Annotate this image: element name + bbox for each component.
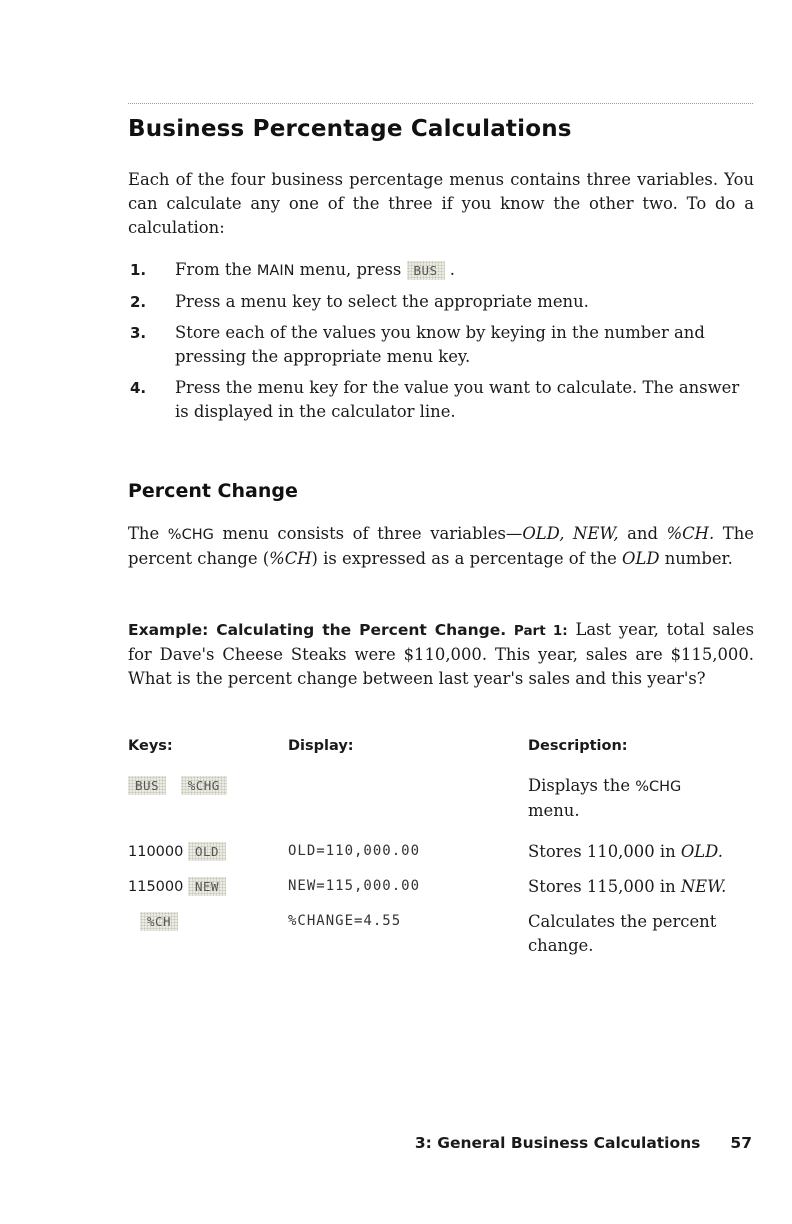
description-column-header: Description: xyxy=(528,738,628,754)
step-2: 2. Press a menu key to select the appropriate menu. xyxy=(128,290,754,314)
keys-cell xyxy=(128,842,226,861)
description-cell: Calculates the percent change. xyxy=(528,912,717,955)
menu-name: MAIN xyxy=(256,263,295,279)
display-readout: NEW=115,000.00 xyxy=(288,878,421,894)
display-readout: OLD=110,000.00 xyxy=(288,843,421,859)
step-3: 3. Store each of the values you know by keying in the number and pressing the appropriate menu key. xyxy=(130,323,705,366)
chapter-title: 3: General Business Calculations xyxy=(414,1134,701,1152)
keys-column-header: Keys: xyxy=(128,738,173,754)
description-cell: Stores 110,000 in OLD. xyxy=(528,842,723,861)
bus-key[interactable]: BUS xyxy=(407,261,445,280)
page-number: 57 xyxy=(730,1134,752,1152)
number-entry: 115000 xyxy=(128,879,184,895)
subsection-title: Percent Change xyxy=(128,480,298,502)
menu-name: %CHG xyxy=(167,527,214,543)
keys-cell xyxy=(128,877,226,896)
description-cell: Displays the %CHG menu. xyxy=(528,776,682,820)
step-number: 1. xyxy=(130,261,147,279)
number-entry: 110000 xyxy=(128,844,184,860)
intro-paragraph: Each of the four business percentage menus contains three variables. You can calculate any one of the three if you know the other two. To do a calculation: xyxy=(128,170,754,237)
keys-cell xyxy=(128,776,227,795)
step-4: 4. Press the menu key for the value you want to calculate. The answer is displayed in the calculator line. xyxy=(130,378,740,421)
page-footer xyxy=(415,1134,752,1152)
percent-change-paragraph: The %CHG menu consists of three variables—OLD, NEW, and %CH. The percent change (%CH) is expressed as a percentage of the OLD number. xyxy=(128,524,754,568)
step-number: 3. xyxy=(130,324,147,342)
step-number: 2. xyxy=(130,293,147,311)
section-title: Business Percentage Calculations xyxy=(128,116,572,142)
pct-ch-key[interactable]: %CH xyxy=(140,912,178,931)
pct-chg-key[interactable]: %CHG xyxy=(181,776,227,795)
steps-list xyxy=(128,258,754,431)
step-1: 1. From the MAIN menu, press BUS . xyxy=(128,258,754,283)
header-rule xyxy=(128,103,753,104)
display-column-header: Display: xyxy=(288,738,354,754)
new-key[interactable]: NEW xyxy=(188,877,226,896)
display-readout: %CHANGE=4.55 xyxy=(288,913,402,929)
keys-cell xyxy=(128,912,178,931)
bus-key[interactable]: BUS xyxy=(128,776,166,795)
step-number: 4. xyxy=(130,379,147,397)
example-part: Part 1: xyxy=(513,623,568,639)
description-cell: Stores 115,000 in NEW. xyxy=(528,877,727,896)
old-key[interactable]: OLD xyxy=(188,842,226,861)
example-title: Example: Calculating the Percent Change. xyxy=(128,621,507,639)
example-paragraph: Example: Calculating the Percent Change. Part 1: Last year, total sales for Dave's Cheese Steaks were $110,000. This year, sales are $115,000. What is the percent change between last year's sales and this year's? xyxy=(128,620,754,688)
